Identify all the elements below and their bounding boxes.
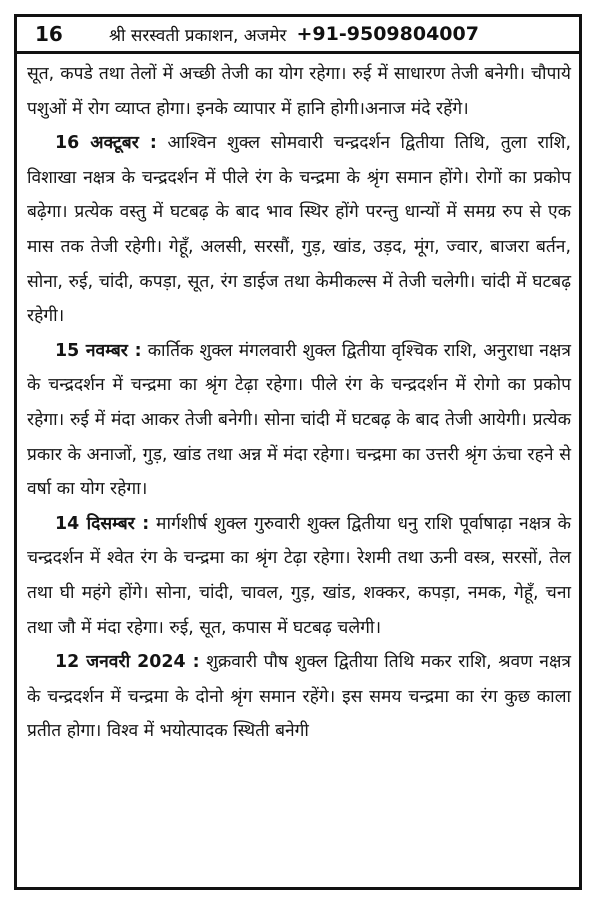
body-text <box>27 57 571 749</box>
entry-14-december <box>27 507 571 645</box>
intro-paragraph: सूत, कपडे तथा तेलों में अच्छी तेजी का योग रहेगा। रुई में साधारण तेजी बनेगी। चौपाये पशुओं में रोग व्याप्त होगा। इनके व्यापार में हानि होगी।अनाज मंदे रहेंगे। <box>27 64 571 119</box>
page-header <box>17 17 579 54</box>
publisher-name: श्री सरस्वती प्रकाशन, अजमेर <box>109 25 287 46</box>
entry-15-november <box>27 334 571 507</box>
entry-date: 15 नवम्बर : <box>55 340 142 361</box>
entry-date: 14 दिसम्बर : <box>55 513 150 534</box>
publisher-phone: +91-9509804007 <box>296 23 479 45</box>
entry-text: कार्तिक शुक्ल मंगलवारी शुक्ल द्वितीया वृश्चिक राशि, अनुराधा नक्षत्र के चन्द्रदर्शन में चन्द्रमा का श्रृंग टेढ़ा रहेगा। पीले रंग के चन्द्रदर्शन में रोगो का प्रकोप रहेगा। रुई में मंदा आकर तेजी बनेगी। सोना चांदी में घटबढ़ के बाद तेजी आयेगी। प्रत्येक प्रकार के अनाजों, गुड़, खांड तथा अन्न में मंदा रहेगा। चन्द्रमा का उत्तरी श्रृंग ऊंचा रहने से वर्षा का योग रहेगा। <box>27 340 571 500</box>
entry-12-january-2024 <box>27 645 571 749</box>
page-number: 16 <box>35 22 63 46</box>
page-frame <box>14 14 582 890</box>
entry-16-october <box>27 126 571 334</box>
entry-text: शुक्रवारी पौष शुक्ल द्वितीया तिथि मकर राशि, श्रवण नक्षत्र के चन्द्रदर्शन में चन्द्रमा के दोनो श्रृंग समान रहेंगे। इस समय चन्द्रमा का रंग कुछ काला प्रतीत होगा। विश्व में भयोत्पादक स्थिती बनेगी <box>27 652 572 742</box>
entry-date: 16 अक्टूबर : <box>55 133 157 154</box>
entry-text: आश्विन शुक्ल सोमवारी चन्द्रदर्शन द्वितीया तिथि, तुला राशि, विशाखा नक्षत्र के चन्द्रदर्शन में पीले रंग के चन्द्रमा के श्रृंग समान होंगे। रोगों का प्रकोप बढ़ेगा। प्रत्येक वस्तु में घटबढ़ के बाद भाव स्थिर होंगे परन्तु धान्यों में समग्र रुप से एक मास तक तेजी रहेगी। गेहूँ, अलसी, सरसौं, गुड़, खांड, उड़द, मूंग, ज्वार, बाजरा बर्तन, सोना, रुई, चांदी, कपड़ा, सूत, रंग डाईज तथा केमीकल्स में तेजी चलेगी। चांदी में घटबढ़ रहेगी। <box>27 133 571 327</box>
entry-date: 12 जनवरी 2024 : <box>55 652 200 673</box>
entry-text: मार्गशीर्ष शुक्ल गुरुवारी शुक्ल द्वितीया धनु राशि पूर्वाषाढ़ा नक्षत्र के चन्द्रदर्शन में श्वेत रंग के चन्द्रमा का श्रृंग टेढ़ा रहेगा। रेशमी तथा ऊनी वस्त्र, सरसों, तेल तथा घी महंगे होंगे। सोना, चांदी, चावल, गुड़, खांड, शक्कर, कपड़ा, नमक, गेहूँ, चना तथा जौ में मंदा रहेगा। रुई, सूत, कपास में घटबढ़ चलेगी। <box>27 513 571 638</box>
